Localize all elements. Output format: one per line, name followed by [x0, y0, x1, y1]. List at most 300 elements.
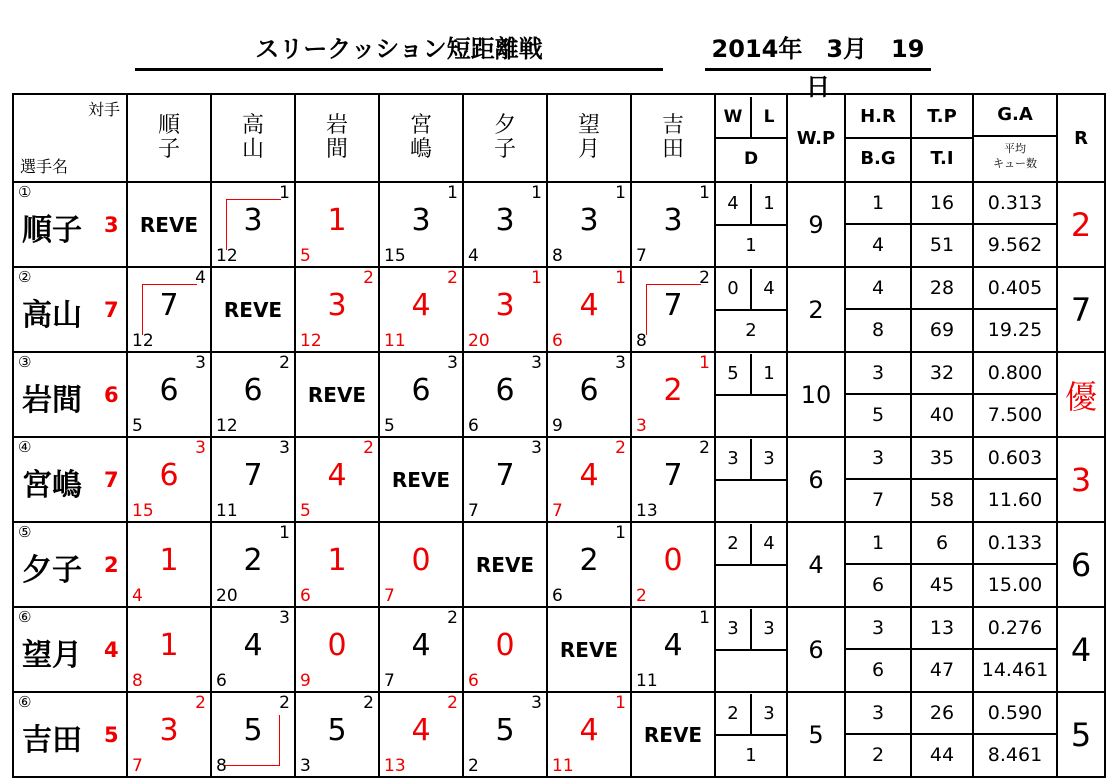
match-cell [295, 182, 379, 267]
reve-cell: REVE [631, 692, 715, 777]
match-score: 6 [159, 373, 179, 408]
player-target-score: 2 [104, 553, 119, 577]
wins: 3 [716, 439, 752, 479]
draw-label: D [716, 137, 786, 179]
win-points: 9 [787, 182, 845, 267]
innings: 7 [468, 501, 479, 521]
innings: 11 [384, 331, 406, 351]
best-game: 2 [846, 733, 910, 776]
hr-bg-cell [845, 352, 911, 437]
innings: 9 [300, 671, 311, 691]
player-target-score: 4 [104, 638, 119, 662]
match-cell [463, 267, 547, 352]
best-game: 4 [846, 223, 910, 266]
match-cell [547, 437, 631, 522]
innings: 4 [132, 586, 143, 606]
losses: 1 [763, 193, 775, 214]
player-name: 岩間 [22, 383, 82, 418]
high-run: 2 [279, 693, 290, 713]
high-run: 2 [279, 353, 290, 373]
header-row [13, 94, 1105, 182]
innings: 2 [636, 586, 647, 606]
innings: 5 [132, 416, 143, 436]
wld-cell [715, 692, 787, 777]
tp-ti-cell [911, 267, 973, 352]
match-score: 2 [663, 373, 683, 408]
losses: 3 [763, 448, 775, 469]
match-cell [547, 182, 631, 267]
opponent-char: 望 [577, 113, 600, 138]
average-cue-label: 平均 キュー数 [974, 135, 1056, 181]
reve-cell: REVE [379, 437, 463, 522]
high-run: 1 [699, 183, 710, 203]
match-score: 3 [243, 203, 263, 238]
match-date: 2014年 3月 19日 [705, 30, 931, 71]
results-table [12, 93, 1106, 778]
high-run: 2 [363, 693, 374, 713]
opponent-char: 山 [241, 137, 264, 162]
high-run: 2 [363, 268, 374, 288]
ga-cell [973, 692, 1057, 777]
total-points: 26 [929, 702, 955, 724]
innings: 6 [552, 586, 563, 606]
tp-ti-cell [911, 607, 973, 692]
player-target-score: 3 [104, 213, 119, 237]
corner-cell [13, 94, 127, 182]
match-cell [631, 267, 715, 352]
high-run-total: 3 [871, 702, 885, 724]
match-score: 4 [243, 628, 263, 663]
innings: 20 [468, 331, 490, 351]
innings: 6 [552, 331, 563, 351]
opponent-header [547, 94, 631, 182]
high-run: 1 [279, 523, 290, 543]
opponent-char: 間 [325, 137, 348, 162]
total-innings: 45 [912, 563, 972, 606]
high-run: 3 [447, 353, 458, 373]
general-average: 0.603 [987, 447, 1043, 469]
innings: 2 [468, 756, 479, 776]
high-run-total: 4 [871, 277, 885, 299]
high-run-total: 3 [871, 617, 885, 639]
match-cell [295, 267, 379, 352]
rank-cell: 4 [1057, 607, 1105, 692]
opponent-char: 吉 [661, 113, 684, 138]
match-score: 2 [579, 543, 599, 578]
page-title: スリークッション短距離戦 [135, 30, 663, 71]
high-run: 2 [447, 693, 458, 713]
opponent-header [127, 94, 211, 182]
win-points: 10 [787, 352, 845, 437]
losses: 3 [763, 618, 775, 639]
losses: 4 [763, 533, 775, 554]
wins: 2 [716, 694, 752, 734]
opponent-header [211, 94, 295, 182]
table-row [13, 437, 1105, 522]
match-score: 5 [327, 713, 347, 748]
rank-cell: 2 [1057, 182, 1105, 267]
wld-header [715, 94, 787, 182]
player-name: 宮嶋 [22, 468, 82, 503]
match-cell [631, 522, 715, 607]
reve-cell: REVE [127, 182, 211, 267]
opponent-header [631, 94, 715, 182]
total-points: 32 [929, 362, 955, 384]
innings: 12 [216, 416, 238, 436]
match-cell [127, 267, 211, 352]
innings: 6 [468, 416, 479, 436]
losses: 3 [763, 703, 775, 724]
losses: 1 [763, 363, 775, 384]
match-cell [631, 437, 715, 522]
innings: 11 [216, 501, 238, 521]
draws: 1 [716, 224, 786, 266]
innings: 6 [468, 671, 479, 691]
wld-cell [715, 267, 787, 352]
tp-ti-cell [911, 352, 973, 437]
player-cell [13, 267, 127, 352]
high-run-total: 1 [871, 532, 885, 554]
wins: 0 [716, 269, 752, 309]
match-cell [463, 182, 547, 267]
innings: 7 [132, 756, 143, 776]
match-score: 7 [663, 458, 683, 493]
innings: 5 [300, 246, 311, 266]
total-points: 13 [929, 617, 955, 639]
match-cell [295, 692, 379, 777]
high-run-total: 3 [871, 447, 885, 469]
wins: 5 [716, 354, 752, 394]
match-cell [463, 692, 547, 777]
average-cues: 19.25 [974, 308, 1056, 351]
high-run: 3 [279, 608, 290, 628]
player-number: ⑥ [18, 608, 32, 626]
opponent-char: 順 [157, 113, 180, 138]
match-cell [547, 522, 631, 607]
player-target-score: 5 [104, 723, 119, 747]
match-score: 3 [327, 288, 347, 323]
high-run: 2 [615, 438, 626, 458]
opponent-header [295, 94, 379, 182]
draws [716, 564, 786, 606]
player-cell [13, 607, 127, 692]
match-cell [295, 522, 379, 607]
wld-cell [715, 352, 787, 437]
win-points: 2 [787, 267, 845, 352]
best-game: 5 [846, 393, 910, 436]
total-innings: 44 [912, 733, 972, 776]
losses: 4 [763, 278, 775, 299]
player-cell [13, 522, 127, 607]
high-run: 1 [531, 183, 542, 203]
player-name: 高山 [22, 298, 82, 333]
match-cell [379, 607, 463, 692]
high-run: 1 [699, 353, 710, 373]
match-cell [295, 437, 379, 522]
high-run: 1 [531, 268, 542, 288]
player-name: 望月 [22, 638, 82, 673]
best-game: 8 [846, 308, 910, 351]
table-row [13, 692, 1105, 777]
match-score: 4 [663, 628, 683, 663]
tp-ti-cell [911, 522, 973, 607]
best-game: 6 [846, 648, 910, 691]
hr-bg-cell [845, 267, 911, 352]
match-score: 1 [327, 543, 347, 578]
draws [716, 394, 786, 436]
best-game: 6 [846, 563, 910, 606]
hr-bg-cell [845, 522, 911, 607]
table-row [13, 522, 1105, 607]
total-innings: 69 [912, 308, 972, 351]
wld-cell [715, 607, 787, 692]
match-score: 6 [159, 458, 179, 493]
innings: 13 [384, 756, 406, 776]
player-number: ⑤ [18, 523, 32, 541]
hr-bg-cell [845, 692, 911, 777]
match-cell [211, 182, 295, 267]
high-run: 3 [531, 353, 542, 373]
table-row [13, 607, 1105, 692]
opponent-char: 月 [577, 137, 600, 162]
ga-cell [973, 352, 1057, 437]
innings: 7 [384, 671, 395, 691]
total-innings: 58 [912, 478, 972, 521]
player-number: ③ [18, 353, 32, 371]
reve-cell: REVE [463, 522, 547, 607]
match-score: 2 [243, 543, 263, 578]
innings: 12 [132, 331, 154, 351]
high-run: 3 [279, 438, 290, 458]
hr-bg-header [845, 94, 911, 182]
general-average: 0.590 [987, 702, 1043, 724]
match-score: 0 [663, 543, 683, 578]
reve-cell: REVE [295, 352, 379, 437]
ga-cell [973, 607, 1057, 692]
player-name: 夕子 [22, 553, 82, 588]
match-cell [379, 182, 463, 267]
wp-header: W.P [787, 94, 845, 182]
match-score: 3 [495, 288, 515, 323]
wld-cell [715, 437, 787, 522]
opponent-char: 子 [157, 137, 180, 162]
match-score: 5 [495, 713, 515, 748]
average-cues: 14.461 [974, 648, 1056, 691]
match-score: 3 [159, 713, 179, 748]
ti-label: T.I [912, 137, 972, 179]
match-score: 4 [411, 628, 431, 663]
average-cues: 9.562 [974, 223, 1056, 266]
match-cell [127, 352, 211, 437]
match-cell [631, 352, 715, 437]
innings: 8 [132, 671, 143, 691]
innings: 7 [384, 586, 395, 606]
innings: 15 [384, 246, 406, 266]
match-score: 3 [495, 203, 515, 238]
match-score: 4 [411, 713, 431, 748]
match-cell [547, 692, 631, 777]
match-cell [631, 607, 715, 692]
match-cell [127, 692, 211, 777]
player-number: ⑥ [18, 693, 32, 711]
match-score: 3 [579, 203, 599, 238]
tp-ti-header [911, 94, 973, 182]
ga-label: G.A [997, 104, 1033, 125]
match-cell [211, 352, 295, 437]
win-points: 6 [787, 437, 845, 522]
innings: 3 [636, 416, 647, 436]
match-score: 6 [579, 373, 599, 408]
high-run: 2 [363, 438, 374, 458]
match-score: 1 [159, 543, 179, 578]
match-cell [211, 437, 295, 522]
rank-cell: 3 [1057, 437, 1105, 522]
average-cues: 7.500 [974, 393, 1056, 436]
hr-bg-cell [845, 437, 911, 522]
opponent-char: 子 [493, 137, 516, 162]
reve-cell: REVE [211, 267, 295, 352]
general-average: 0.276 [987, 617, 1043, 639]
hr-bg-cell [845, 607, 911, 692]
player-target-score: 7 [104, 298, 119, 322]
high-run: 1 [279, 183, 290, 203]
opponent-char: 嶋 [409, 137, 432, 162]
player-target-score: 7 [104, 468, 119, 492]
wins: 3 [716, 609, 752, 649]
rank-cell: 5 [1057, 692, 1105, 777]
player-number: ④ [18, 438, 32, 456]
tp-ti-cell [911, 692, 973, 777]
rank-cell: 優 [1057, 352, 1105, 437]
match-score: 4 [579, 288, 599, 323]
draws: 1 [716, 734, 786, 776]
match-score: 4 [327, 458, 347, 493]
high-run: 1 [615, 523, 626, 543]
match-score: 4 [411, 288, 431, 323]
innings: 5 [384, 416, 395, 436]
innings: 4 [468, 246, 479, 266]
match-score: 1 [159, 628, 179, 663]
innings: 12 [300, 331, 322, 351]
ga-cell [973, 182, 1057, 267]
tp-ti-cell [911, 182, 973, 267]
match-score: 5 [243, 713, 263, 748]
opponent-label: 対手 [87, 100, 120, 119]
innings: 15 [132, 501, 154, 521]
general-average: 0.313 [987, 192, 1043, 214]
high-run: 3 [531, 438, 542, 458]
total-points: 35 [929, 447, 955, 469]
match-cell [463, 352, 547, 437]
match-cell [127, 607, 211, 692]
bg-label: B.G [846, 137, 910, 179]
innings: 5 [300, 501, 311, 521]
loss-label: L [763, 107, 775, 127]
match-cell [463, 437, 547, 522]
high-run: 4 [195, 268, 206, 288]
match-score: 4 [579, 713, 599, 748]
high-run: 1 [699, 608, 710, 628]
player-cell [13, 352, 127, 437]
match-cell [211, 692, 295, 777]
high-run-total: 3 [871, 362, 885, 384]
high-run: 3 [531, 693, 542, 713]
table-row [13, 267, 1105, 352]
player-name: 吉田 [22, 723, 82, 758]
opponent-header [463, 94, 547, 182]
win-points: 6 [787, 607, 845, 692]
win-points: 4 [787, 522, 845, 607]
match-score: 7 [159, 288, 179, 323]
high-run: 1 [447, 183, 458, 203]
match-cell [295, 607, 379, 692]
draws: 2 [716, 309, 786, 351]
innings: 8 [216, 756, 227, 776]
match-score: 6 [243, 373, 263, 408]
match-score: 0 [327, 628, 347, 663]
draws [716, 479, 786, 521]
match-score: 7 [495, 458, 515, 493]
wins: 4 [716, 184, 752, 224]
high-run: 3 [195, 438, 206, 458]
match-score: 3 [411, 203, 431, 238]
average-cues: 8.461 [974, 733, 1056, 776]
high-run: 2 [699, 268, 710, 288]
ga-cell [973, 437, 1057, 522]
innings: 12 [216, 246, 238, 266]
high-run: 1 [615, 693, 626, 713]
ga-cell [973, 522, 1057, 607]
opponent-char: 田 [661, 137, 684, 162]
total-innings: 47 [912, 648, 972, 691]
best-game: 7 [846, 478, 910, 521]
tp-ti-cell [911, 437, 973, 522]
win-label: W [716, 97, 752, 137]
player-cell [13, 692, 127, 777]
wld-cell [715, 182, 787, 267]
hr-label: H.R [860, 106, 896, 127]
innings: 3 [300, 756, 311, 776]
match-cell [379, 352, 463, 437]
match-cell [631, 182, 715, 267]
high-run: 1 [615, 183, 626, 203]
innings: 7 [552, 501, 563, 521]
draws [716, 649, 786, 691]
match-cell [127, 522, 211, 607]
match-cell [379, 267, 463, 352]
player-cell [13, 182, 127, 267]
rank-cell: 6 [1057, 522, 1105, 607]
match-cell [547, 267, 631, 352]
match-cell [463, 607, 547, 692]
table-row [13, 352, 1105, 437]
innings: 8 [552, 246, 563, 266]
innings: 13 [636, 501, 658, 521]
innings: 11 [552, 756, 574, 776]
high-run: 3 [615, 353, 626, 373]
total-points: 6 [935, 532, 949, 554]
high-run: 3 [195, 353, 206, 373]
opponent-char: 宮 [409, 113, 432, 138]
match-cell [379, 522, 463, 607]
innings: 6 [300, 586, 311, 606]
innings: 6 [216, 671, 227, 691]
average-cues: 15.00 [974, 563, 1056, 606]
match-score: 0 [411, 543, 431, 578]
player-name: 順子 [22, 213, 82, 248]
general-average: 0.405 [987, 277, 1043, 299]
total-innings: 51 [912, 223, 972, 266]
